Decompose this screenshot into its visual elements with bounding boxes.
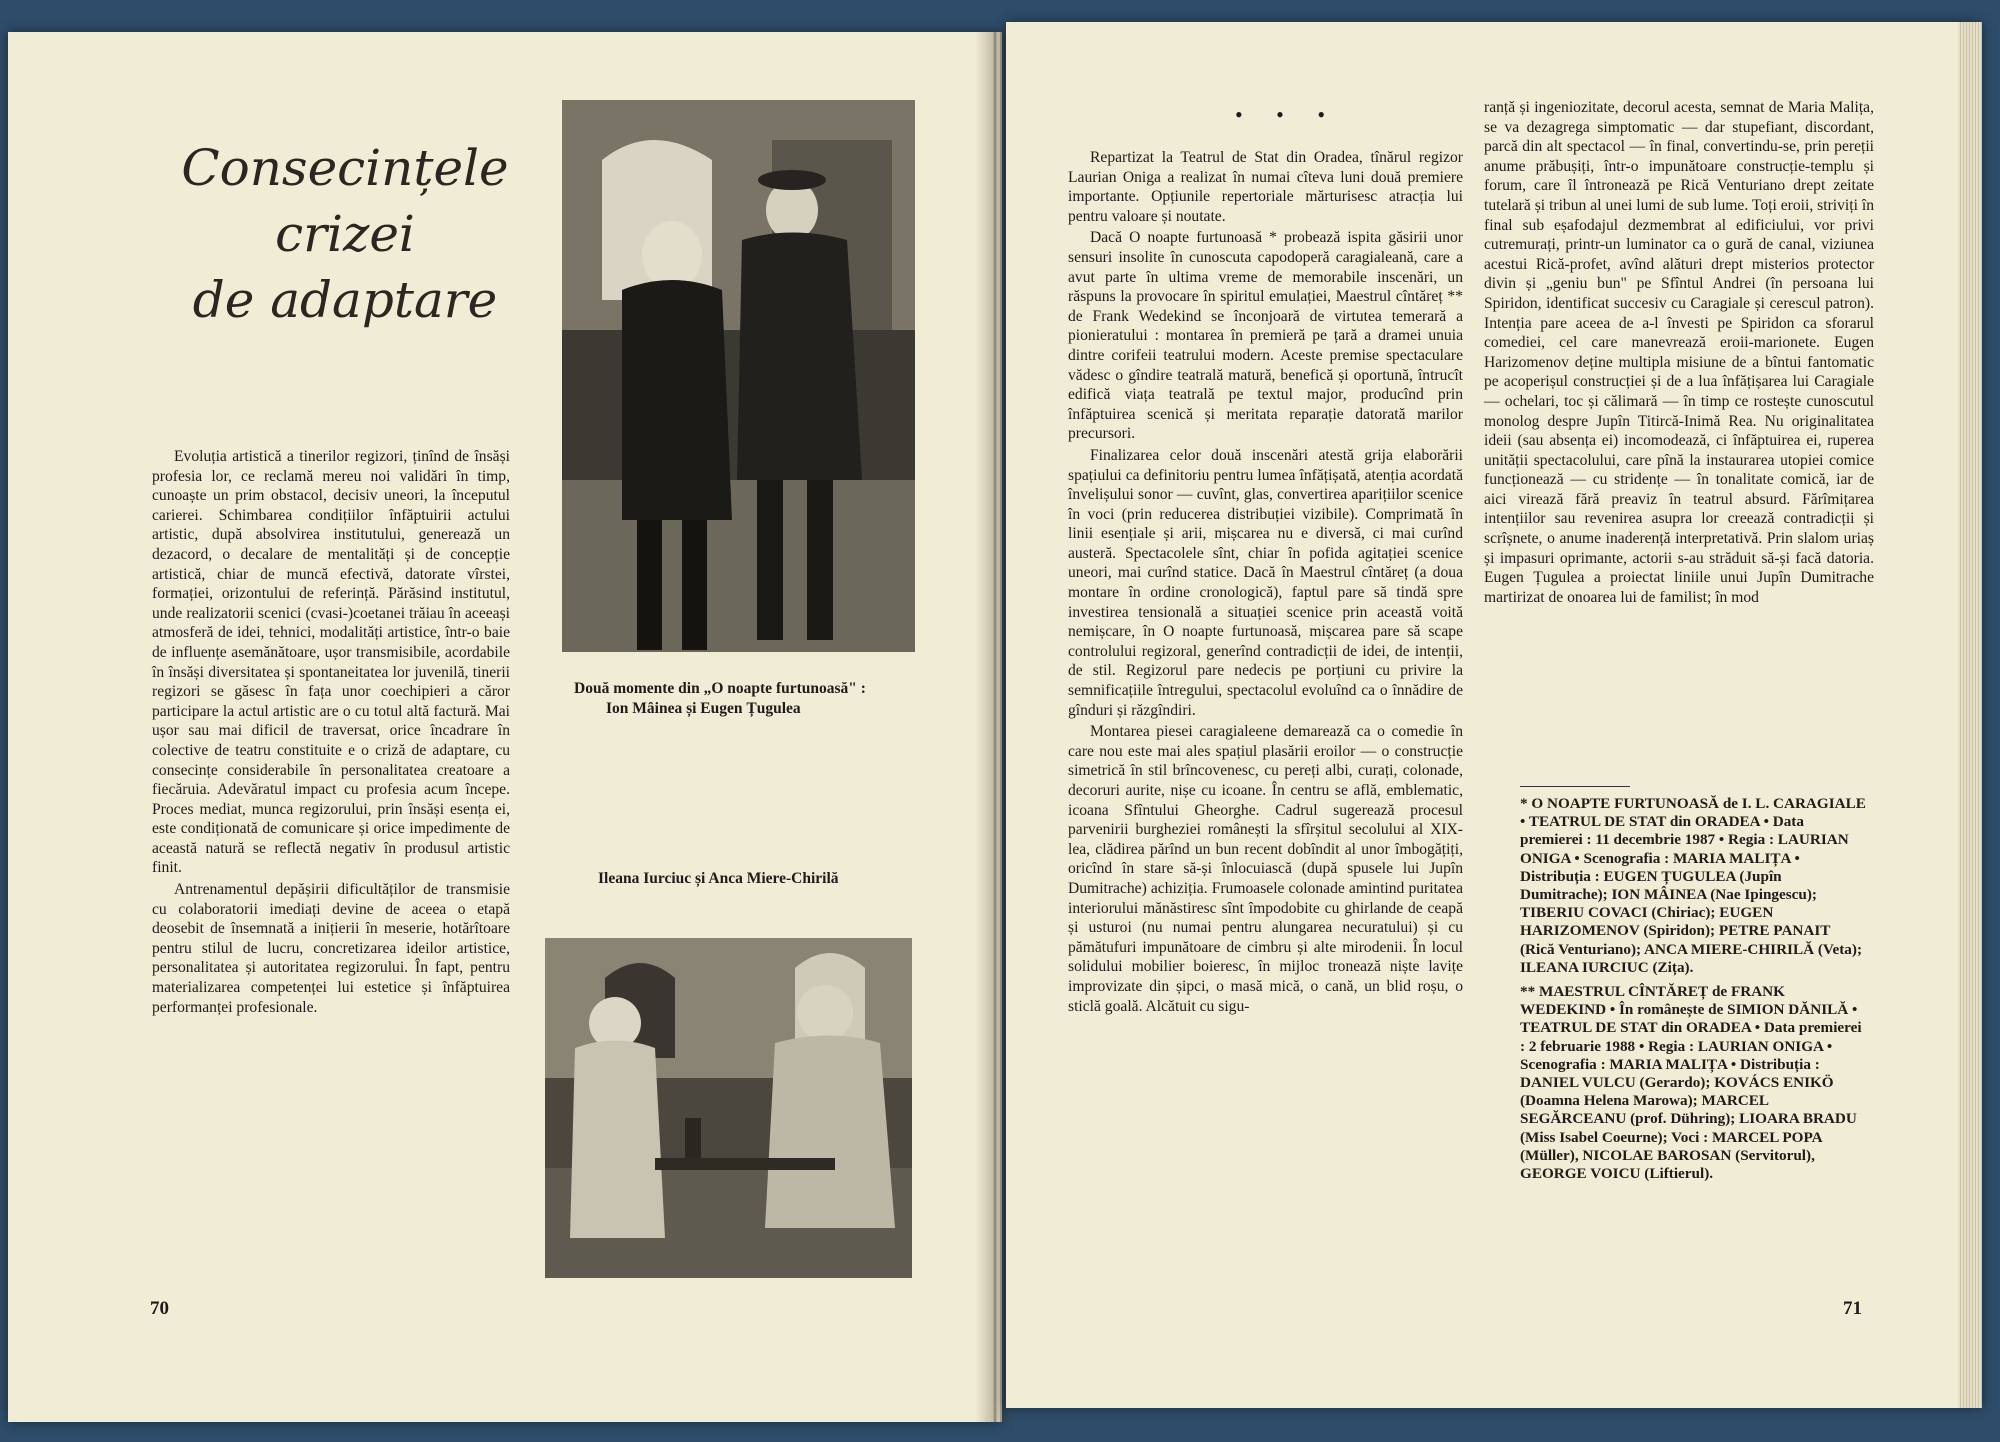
paragraph: ranță și ingeniozitate, decorul acesta, semnat de Maria Malița, se va dezagrega simptomatic — dar stupefiant, discordant, parcă din alt spectacol — în final, convertindu-se, prin pereții anume prăbușiți, într-o impunătoare construcție-templu și forum, care îl întronează pe Rică Venturiano drept zeitate tutelară și tribun al unei lumi de sub lume. Toți eroii, striviți în final sub eșafodajul dezmembrat al edificiului, vor privi cutremurați, printr-un luminator ca o gură de canal, viziunea acestui Rică-profet, avînd alături drept misterios protector divin și „geniu bun" pe Sfîntul Andrei (în persoana lui Spiridon, identificat succesiv cu Caragiale și cerescul patron). Intenția pare aceea de a-l învesti pe Spiridon ca sforarul comediei, cel care manevrează eroii-marionete. Eugen Harizomenov deține multipla misiune de a bîntui fantomatic pe acoperișul construcției și de a lua înfățișarea lui Caragiale — ochelari, toc și călimară — în timp ce rostește cunoscutul monolog despre Jupîn Titircă-Inimă Rea. Nu originalitatea ideii (sau absența ei) incomodează, ci înfăptuirea ei, ruperea unității spectacolului, care pînă la instaurarea utopiei comice funcționează — cu stridențe — în tonalitate comică, iar de aici virează fără preaviz în teatrul absurd. Fărîmițarea intențiilor sau revenirea asupra lor creează contradicții și scrîșnete, o anume inaderență interpretativă. Prin slalom uriaș și impasuri oprimante, actorii s-au străduit să-și facă datoria. Eugen Țugulea a proiectat liniile unui Jupîn Dumitrache martirizat de onoarea lui de familist; în mod	[1484, 99, 1874, 606]
article-title	[145, 135, 545, 333]
article-column-right	[1484, 98, 1874, 607]
footnote: * O NOAPTE FURTUNOASĂ de I. L. CARAGIALE • TEATRUL DE STAT din ORADEA • Data premierei : 11 decembrie 1987 • Regia : LAURIAN ONIGA • Scenografia : MARIA MALIȚA • Distribuția : EUGEN ȚUGULEA (Jupîn Dumitrache); ION MÂINEA (Nae Ipingescu); TIBERIU COVACI (Chiriac); EUGEN HARIZOMENOV (Spiridon); PETRE PANAIT (Rică Venturiano); ANCA MIERE-CHIRILĂ (Veta); ILEANA IURCIUC (Zița).	[1520, 795, 1866, 976]
stage-photo-bottom	[545, 938, 912, 1278]
paragraph: Finalizarea celor două inscenări atestă grija elaborării spațiului ca definitoriu pentru lumea înfățișată, atenția acordată învelișului sonor — cuvînt, glas, convertirea aparițiilor scenice în voci (prin reducerea distribuției vizibile). Comprimată în linii esențiale și arii, mișcarea nu e diversă, ci mai curînd austeră. Spectacolele sînt, chiar în pofida agitației scenice uneori, mai curînd statice. Dacă în Maestrul cîntăreț (a doua montare în ordine cronologică), faptul pare să tindă spre investirea tensională a situației scenice prin această voită nemișcare, în O noapte furtunoasă, mișcarea pare să scape controlului regizoral, generînd contradicții de idei, de intenții, de stil. Regizorul pare nedecis pe porțiuni cu privire la semnificațiile întregului, spectacolul evoluînd ca o înnădire de gînduri și răzgîndiri.	[1068, 446, 1463, 719]
page-number-left: 70	[150, 1298, 169, 1319]
photo-caption-bottom: Ileana Iurciuc și Anca Miere-Chirilă	[598, 870, 839, 887]
title-line: crizei	[275, 205, 415, 263]
caption-line: Ion Mâinea și Eugen Țugulea	[606, 700, 801, 717]
section-separator: • • •	[1234, 102, 1340, 127]
footnote: ** MAESTRUL CÎNTĂREȚ de FRANK WEDEKIND • În românește de SIMION DĂNILĂ • TEATRUL DE STAT din ORADEA • Data premierei : 2 februarie 1988 • Regia : LAURIAN ONIGA • Scenografia : MARIA MALIȚA • Distribuția : DANIEL VULCU (Gerardo); KOVÁCS ENIKÖ (Doamna Helena Marowa); MARCEL SEGĂRCEANU (prof. Dühring); LIOARA BRADU (Miss Isabel Coeurne); Voci : MARCEL POPA (Müller), NICOLAE BAROSAN (Servitorul), GEORGE VOICU (Liftierul).	[1520, 983, 1862, 1183]
stage-photo-bottom-image	[545, 938, 912, 1278]
page-edges	[1958, 22, 1982, 1408]
paragraph: Repartizat la Teatrul de Stat din Oradea, tînărul regizor Laurian Oniga a realizat în numai cîteva luni două premiere importante. Opțiunile repertoriale mărturisesc atracția lui pentru valoare și noutate.	[1068, 149, 1463, 225]
caption-line: Două momente din „O noapte furtunoasă" :	[574, 680, 866, 697]
production-notes	[1520, 795, 1866, 1183]
paragraph: Antrenamentul depășirii dificultăților de transmisie cu colaboratorii imediați devine de aceea o etapă deosebit de însemnată a inițierii în meserie, hotărîtoare pentru stilul de lucru, concretizarea ideilor artistice, personalitatea și autoritatea regizorului. În fapt, pentru materializarea competenței lui estetice și înfăptuirea performanței profesionale.	[152, 881, 510, 1016]
paragraph: Evoluția artistică a tinerilor regizori, ținînd de însăși profesia lor, ce reclamă mereu noi validări în timp, cunoaște un prim obstacol, decisiv uneori, la începutul carierei. Schimbarea condițiilor înfăptuirii actului artistic, după absolvirea institutului, generează un dezacord, o decalare de mentalități și de concepție artistică, chiar de muncă efectivă, datorate vîrstei, formației, orizontului de referință. Părăsind institutul, unde realizatorii scenici (cvasi-)coetanei trăiau în aceeași atmosferă de idei, tehnici, modalități artistice, într-o baie de influențe asemănătoare, ușor transmisibile, acordabile în însăși diversitatea și spontaneitatea lor juvenilă, tinerii regizori se găsesc în fața unor coechipieri a căror participare la actul artistic are o cu totul altă factură. Mai ușor sau mai dificil de traversat, orice încadrare în colective de teatru constituite e o criză de adaptare, cu consecințe considerabile în personalitatea creatoare a fiecăruia. Adevăratul impact cu profesia acum începe. Proces mediat, munca regizorului, prin însăși esența ei, este condiționată de comunicare și orice impedimente de această natură se reflectă negativ în produsul artistic finit.	[152, 448, 510, 877]
article-column-middle	[1068, 148, 1463, 1016]
page-number-right: 71	[1843, 1298, 1862, 1319]
paragraph: Montarea piesei caragialeene demarează ca o comedie în care nou este mai ales spațiul plasării eroilor — o construcție simetrică în stil brîncovenesc, cu pereți albi, curați, colonade, decoruri aurite, nișe cu icoane. În centru se află, emblematic, icoana Sfîntului Gheorghe. Cadrul sugerează procesul parvenirii burgheziei românești la sfîrșitul secolului al XIX-lea, clădirea părînd un bun recent dobîndit al unor îmbogățiți, oricînd în stare să-și înlocuiască (după spusele lui Jupîn Dumitrache) achiziția. Frumoasele colonade amintind puritatea interiorului mănăstiresc sînt împodobite cu ghirlande de ceapă și usturoi (nu numai pentru alungarea necuratului) și cu pămătufuri impunătoare de cimbru și alte mirodenii. În locul solidului mobilier boieresc, în mijloc tronează niște lavițe improvizate din șipci, o masă mică, o cană, un blid roșu, o sticlă goală. Alcătuit cu sigu-	[1068, 723, 1463, 1015]
photo-caption-top	[574, 680, 909, 718]
title-line: de adaptare	[192, 271, 498, 329]
paragraph: Dacă O noapte furtunoasă * probează ispita găsirii unor sensuri insolite în cunoscuta capodoperă caragialeană, care a avut parte în ultima vreme de memorabile inscenări, un răspuns la provocare în spiritul emulației, Maestrul cîntăreț ** de Frank Wedekind se înconjoară de virtutea temerară a pionieratului : montarea în premieră pe țară a dramei unuia dintre corifeii teatrului modern. Aceste premise spectaculare vădesc o gîndire teatrală matură, benefică și oportună, întrucît edifică viața teatrală pe textul major, producînd prin înfăptuirea scenică și meritata reparație datorată marilor precursori.	[1068, 229, 1463, 443]
article-column-left	[152, 447, 510, 1017]
footnote-rule	[1520, 786, 1630, 787]
title-line: Consecințele	[181, 139, 509, 197]
stage-photo-top-image	[562, 100, 915, 652]
stage-photo-top	[562, 100, 915, 652]
